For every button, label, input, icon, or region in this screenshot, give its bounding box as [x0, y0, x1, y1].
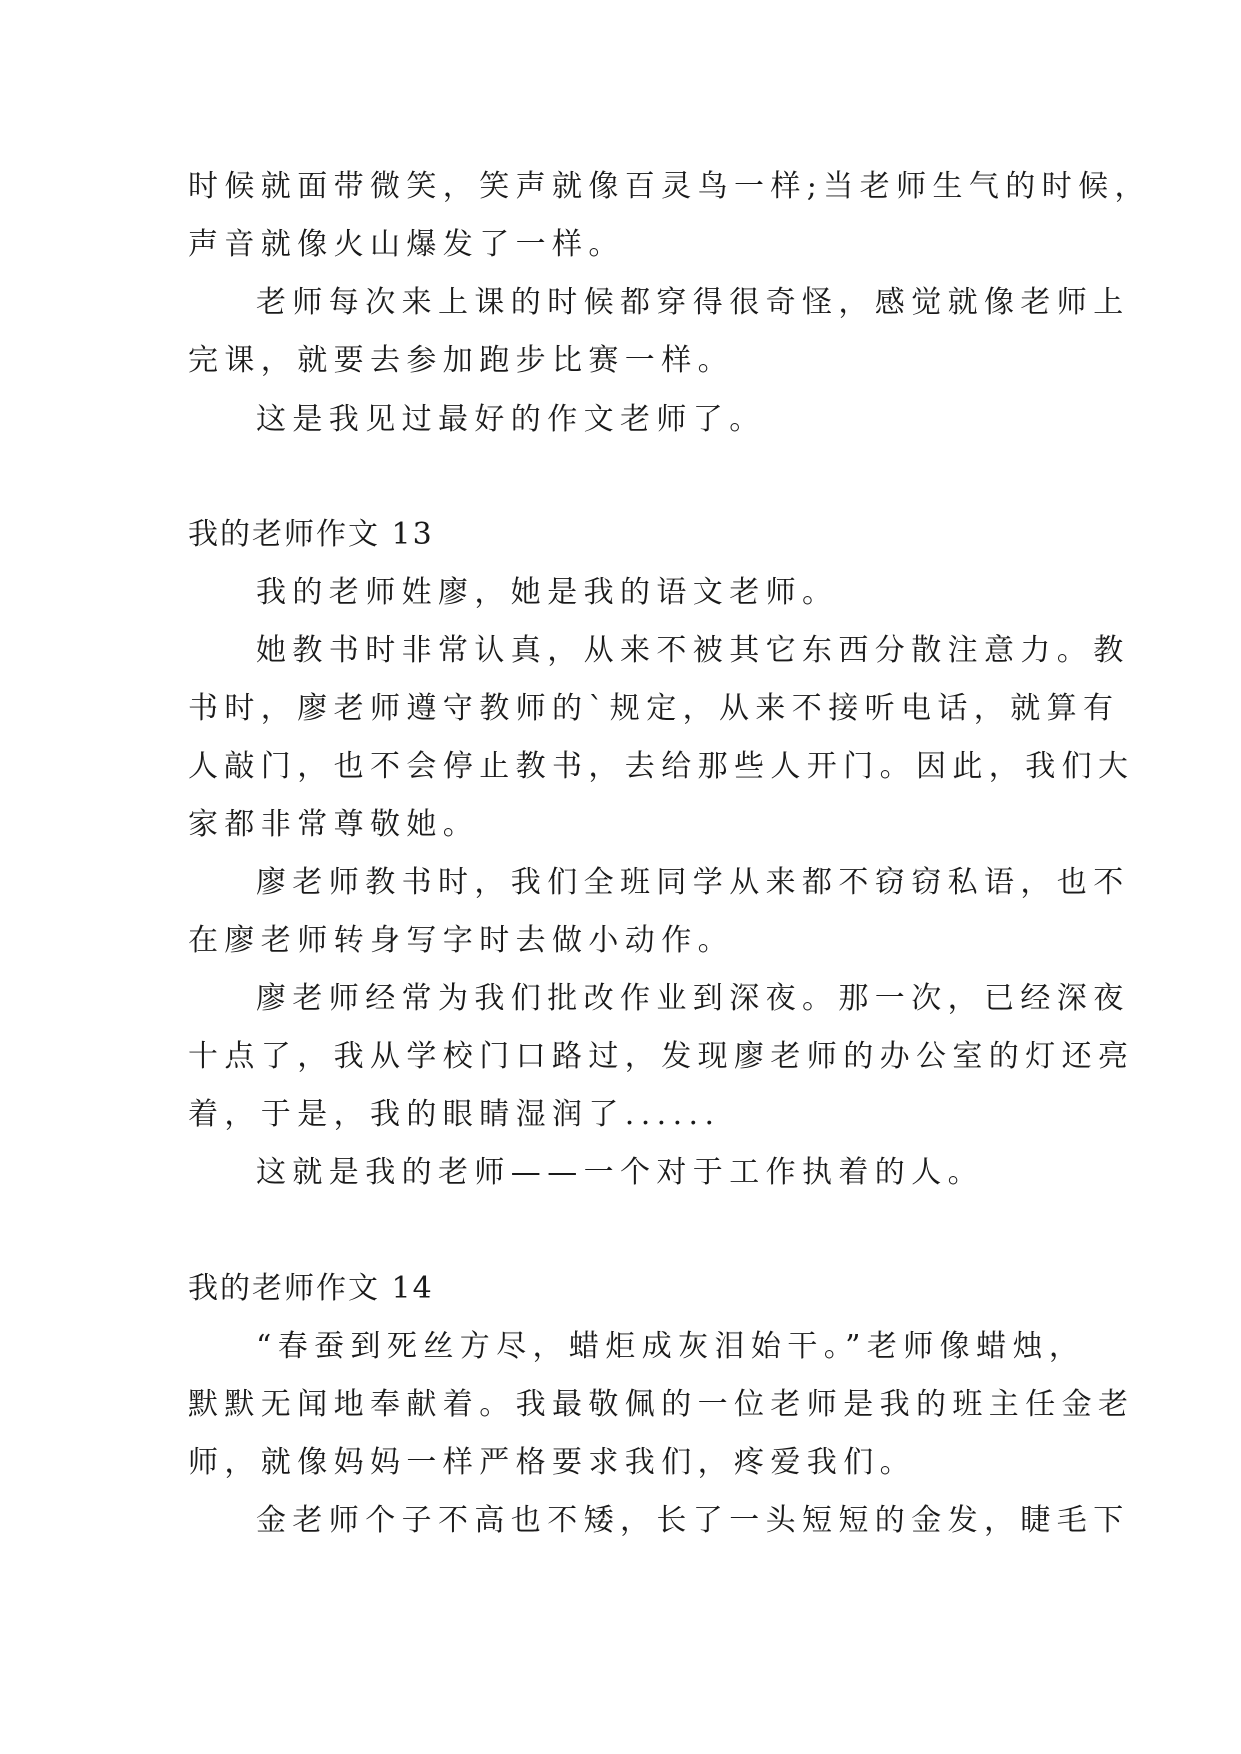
paragraph-line: 人敲门，也不会停止教书，去给那些人开门。因此，我们大: [188, 749, 1135, 784]
paragraph-line: 我的老师姓廖，她是我的语文老师。: [256, 575, 839, 610]
paragraph-line: 默默无闻地奉献着。我最敬佩的一位老师是我的班主任金老: [188, 1387, 1135, 1422]
paragraph-line: 这是我见过最好的作文老师了。: [256, 402, 766, 437]
paragraph-line: 金老师个子不高也不矮，长了一头短短的金发，睫毛下: [256, 1503, 1130, 1538]
paragraph-line: 师，就像妈妈一样严格要求我们，疼爱我们。: [188, 1445, 916, 1480]
paragraph-line: 声音就像火山爆发了一样。: [188, 227, 625, 262]
paragraph-line: 这就是我的老师——一个对于工作执着的人。: [256, 1155, 984, 1190]
section-heading-14: 我的老师作文 14: [188, 1271, 434, 1306]
paragraph-line: 书时，廖老师遵守教师的`规定，从来不接听电话，就算有: [188, 691, 1120, 726]
paragraph-line: 廖老师教书时，我们全班同学从来都不窃窃私语，也不: [256, 865, 1130, 900]
paragraph-line: “春蚕到死丝方尽，蜡炬成灰泪始干。”老师像蜡烛，: [256, 1329, 1086, 1364]
paragraph-line: 家都非常尊敬她。: [188, 807, 480, 842]
paragraph-line: 时候就面带微笑，笑声就像百灵鸟一样;当老师生气的时候，: [188, 169, 1151, 204]
paragraph-line: 廖老师经常为我们批改作业到深夜。那一次，已经深夜: [256, 981, 1130, 1016]
paragraph-line: 她教书时非常认真，从来不被其它东西分散注意力。教: [256, 633, 1130, 668]
paragraph-line: 十点了，我从学校门口路过，发现廖老师的办公室的灯还亮: [188, 1039, 1135, 1074]
paragraph-line: 老师每次来上课的时候都穿得很奇怪，感觉就像老师上: [256, 285, 1130, 320]
paragraph-line: 完课，就要去参加跑步比赛一样。: [188, 343, 734, 378]
section-heading-13: 我的老师作文 13: [188, 517, 434, 552]
paragraph-line: 着，于是，我的眼睛湿润了......: [188, 1097, 721, 1132]
paragraph-line: 在廖老师转身写字时去做小动作。: [188, 923, 734, 958]
